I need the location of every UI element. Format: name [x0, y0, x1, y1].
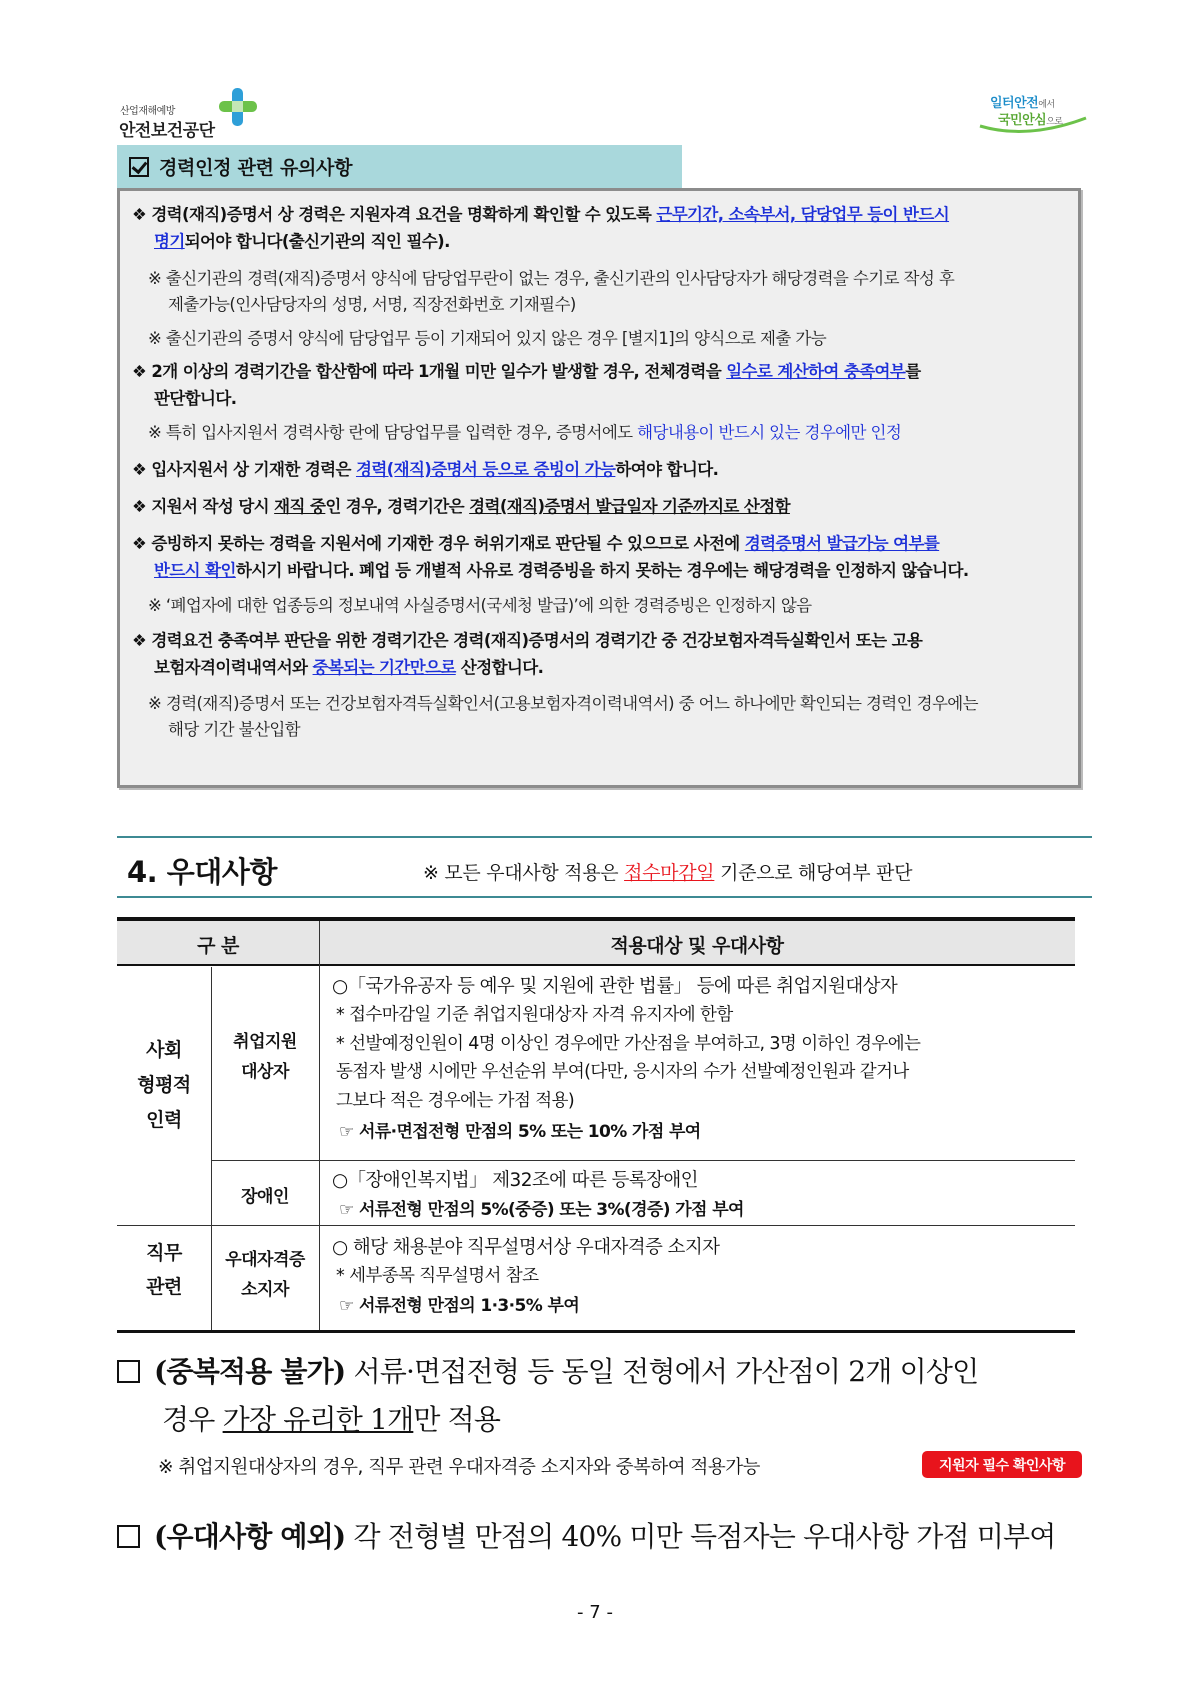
group-label: 형평적 — [137, 1074, 191, 1096]
notice-item: ❖ 증빙하지 못하는 경력을 지원서에 기재한 경우 허위기재로 판단될 수 있으므로 사전에 경력증명서 발급가능 여부를 — [132, 534, 940, 553]
preference-note: ※ 취업지원대상자의 경우, 직무 관련 우대자격증 소지자와 중복하여 적용가능 — [158, 1457, 760, 1478]
sub-label: 소지자 — [241, 1280, 289, 1300]
table-vline — [319, 921, 320, 1331]
table-cell-line: ☞ 서류전형 만점의 5%(중증) 또는 3%(경증) 가점 부여 — [339, 1200, 744, 1220]
page-number: - 7 - — [577, 1602, 613, 1623]
preference-item-cont: 경우 가장 유리한 1개만 적용 — [162, 1403, 501, 1436]
table-cell-line: 동점자 발생 시에만 우선순위 부여(다만, 응시자의 수가 선발예정인원과 같거나 — [336, 1062, 909, 1082]
notice-note: ※ 특히 입사지원서 경력사항 란에 담당업무를 입력한 경우, 증명서에도 해당내용이 반드시 있는 경우에만 인정 — [148, 423, 902, 442]
table-cell-line: * 접수마감일 기준 취업지원대상자 자격 유지자에 한함 — [336, 1005, 733, 1025]
notice-title-text: 경력인정 관련 유의사항 — [159, 157, 353, 179]
cross-logo-icon — [217, 86, 259, 128]
notice-item-cont: 반드시 확인하시기 바랍니다. 폐업 등 개별적 사유로 경력증빙을 하지 못하는 경우에는 해당경력을 인정하지 않습니다. — [154, 561, 969, 580]
sub-label: 취업지원 — [233, 1032, 297, 1052]
table-hline — [211, 1160, 1075, 1161]
table-cell-line: ○「장애인복지법」 제32조에 따른 등록장애인 — [332, 1170, 698, 1191]
table-hline — [117, 1225, 1075, 1226]
notice-note: ※ ‘폐업자에 대한 업종등의 정보내역 사실증명서(국세청 발급)’에 의한 경력증빙은 인정하지 않음 — [148, 596, 812, 615]
preference-item: (중복적용 불가) 서류·면접전형 등 동일 전형에서 가산점이 2개 이상인 — [117, 1350, 978, 1390]
table-header-col2: 적용대상 및 우대사항 — [610, 935, 784, 957]
notice-item: ❖ 지원서 작성 당시 재직 중인 경우, 경력기간은 경력(재직)증명서 발급일자 기준까지로 산정함 — [132, 497, 790, 516]
slogan-logo — [978, 92, 1088, 132]
notice-note: ※ 출신기관의 경력(재직)증명서 양식에 담당업무란이 없는 경우, 출신기관의 인사담당자가 해당경력을 수기로 작성 후 — [148, 269, 955, 288]
slogan-line2: 국민안심으로 — [998, 113, 1063, 128]
notice-item: ❖ 경력(재직)증명서 상 경력은 지원자격 요건을 명확하게 확인할 수 있도록 근무기간, 소속부서, 담당업무 등이 반드시 — [132, 205, 950, 224]
sub-label: 장애인 — [241, 1187, 289, 1207]
table-cell-line: * 세부종목 직무설명서 참조 — [336, 1266, 539, 1286]
sub-label: 우대자격증 — [225, 1250, 305, 1270]
sub-label: 대상자 — [241, 1062, 289, 1082]
notice-item-cont: 보험자격이력내역서와 중복되는 기간만으로 산정합니다. — [154, 658, 544, 677]
section-title: 4. 우대사항 — [127, 855, 277, 889]
notice-note-cont: 해당 기간 불산입함 — [168, 720, 301, 739]
table-header — [117, 921, 1075, 966]
checkbox-icon — [117, 1360, 140, 1383]
table-cell-line: * 선발예정인원이 4명 이상인 경우에만 가산점을 부여하고, 3명 이하인 경우에는 — [336, 1034, 921, 1054]
logo-subtitle: 산업재해예방 — [120, 106, 175, 117]
table-bottom-border — [117, 1330, 1075, 1333]
table-cell-line: ☞ 서류전형 만점의 1·3·5% 부여 — [339, 1296, 580, 1316]
table-cell-line: 그보다 적은 경우에는 가점 적용) — [336, 1091, 575, 1111]
section-rule-bottom — [117, 896, 1092, 898]
checkbox-icon — [117, 1525, 140, 1548]
logo-name: 안전보건공단 — [119, 121, 215, 141]
table-cell-line: ○ 해당 채용분야 직무설명서상 우대자격증 소지자 — [332, 1237, 720, 1258]
group-label: 직무 — [146, 1242, 182, 1264]
section-note: ※ 모든 우대사항 적용은 접수마감일 기준으로 해당여부 판단 — [423, 862, 913, 884]
group-label: 관련 — [146, 1276, 182, 1298]
table-header-col1: 구 분 — [197, 935, 239, 957]
notice-item: ❖ 입사지원서 상 기재한 경력은 경력(재직)증명서 등으로 증빙이 가능하여야 합니다. — [132, 460, 719, 479]
notice-item: ❖ 2개 이상의 경력기간을 합산함에 따라 1개월 미만 일수가 발생할 경우, 전체경력을 일수로 계산하여 충족여부를 — [132, 362, 921, 381]
checkbox-icon — [129, 157, 149, 177]
table-cell-line: ☞ 서류·면접전형 만점의 5% 또는 10% 가점 부여 — [339, 1122, 701, 1142]
notice-note-cont: 제출가능(인사담당자의 성명, 서명, 직장전화번호 기재필수) — [168, 295, 576, 314]
required-check-badge: 지원자 필수 확인사항 — [922, 1451, 1082, 1478]
notice-item: ❖ 경력요건 충족여부 판단을 위한 경력기간은 경력(재직)증명서의 경력기간 중 건강보험자격득실확인서 또는 고용 — [132, 631, 923, 650]
preference-item: (우대사항 예외) 각 전형별 만점의 40% 미만 득점자는 우대사항 가점 미부여 — [117, 1515, 1056, 1555]
notice-note: ※ 경력(재직)증명서 또는 건강보험자격득실확인서(고용보험자격이력내역서) 중 어느 하나에만 확인되는 경력인 경우에는 — [148, 694, 978, 713]
notice-box — [117, 188, 1081, 788]
section-rule-top — [117, 836, 1092, 838]
notice-note: ※ 출신기관의 증명서 양식에 담당업무 등이 기재되어 있지 않은 경우 [별지1]의 양식으로 제출 가능 — [148, 329, 827, 348]
group-label: 인력 — [146, 1109, 182, 1131]
notice-item-cont: 명기되어야 합니다(출신기관의 직인 필수). — [154, 232, 450, 251]
notice-item-cont: 판단합니다. — [154, 389, 237, 408]
table-cell-line: ○「국가유공자 등 예우 및 지원에 관한 법률」 등에 따른 취업지원대상자 — [332, 976, 898, 997]
slogan-line1: 일터안전에서 — [990, 96, 1055, 111]
notice-title — [117, 145, 682, 188]
group-label: 사회 — [146, 1039, 182, 1061]
kosha-logo — [117, 86, 267, 141]
